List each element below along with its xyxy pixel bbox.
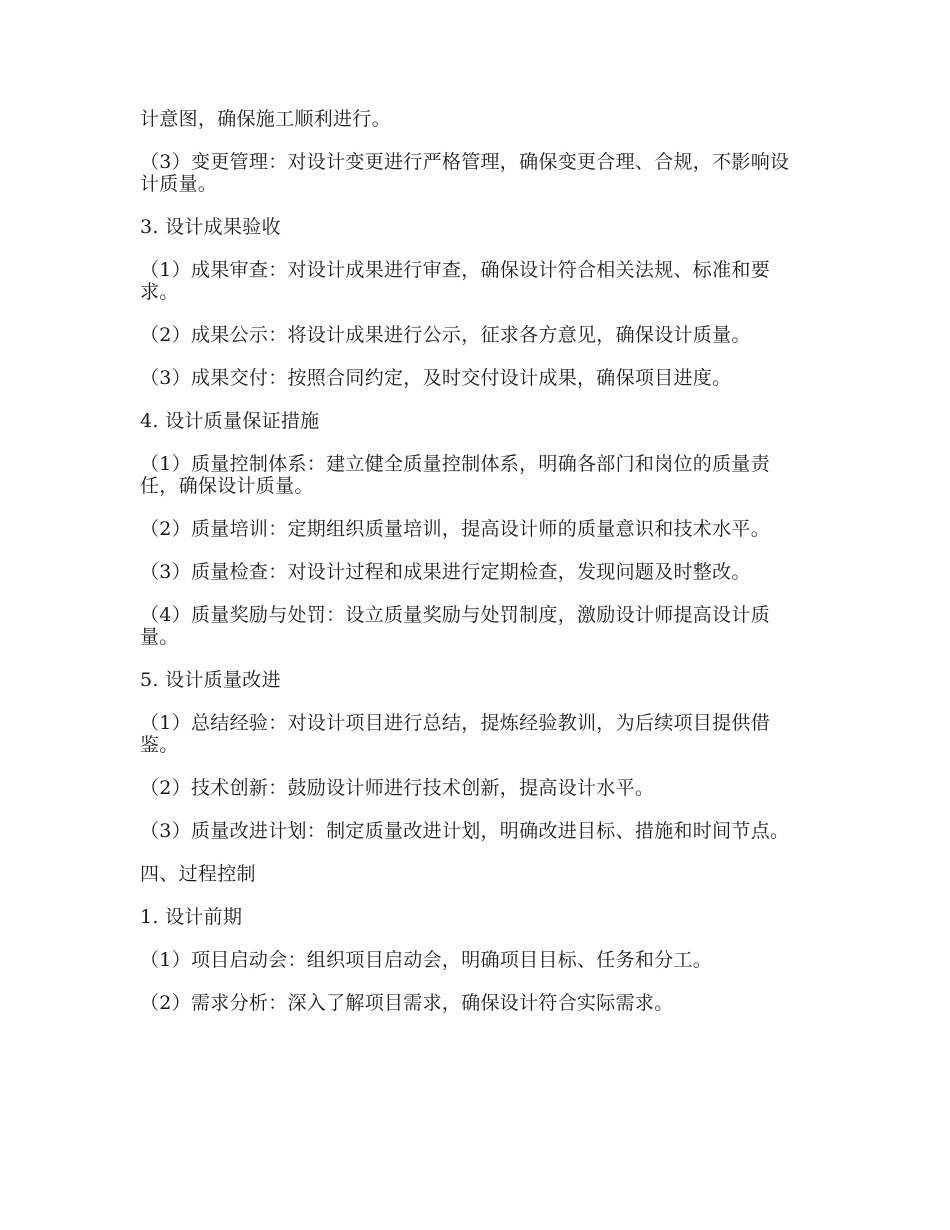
paragraph-change-management: （3）变更管理：对设计变更进行严格管理，确保变更合理、合规，不影响设计质量。: [140, 151, 790, 195]
paragraph-summarize-experience: （1）总结经验：对设计项目进行总结，提炼经验教训，为后续项目提供借鉴。: [140, 712, 770, 756]
paragraph-quality-system: （1）质量控制体系：建立健全质量控制体系，明确各部门和岗位的质量责任，确保设计质量。: [140, 453, 770, 497]
paragraph-result-publicity: （2）成果公示：将设计成果进行公示，征求各方意见，确保设计质量。: [140, 324, 751, 346]
paragraph-result-review: （1）成果审查：对设计成果进行审查，确保设计符合相关法规、标准和要求。: [140, 259, 770, 303]
heading-process-control: 四、过程控制: [140, 863, 256, 885]
paragraph-quality-inspection: （3）质量检查：对设计过程和成果进行定期检查，发现问题及时整改。: [140, 561, 751, 583]
paragraph-requirement-analysis: （2）需求分析：深入了解项目需求，确保设计符合实际需求。: [140, 992, 674, 1014]
paragraph-tech-innovation: （2）技术创新：鼓励设计师进行技术创新，提高设计水平。: [140, 777, 655, 799]
heading-quality-assurance: 4. 设计质量保证措施: [140, 410, 320, 432]
paragraph-continuation: 计意图，确保施工顺利进行。: [140, 108, 391, 130]
document-body: [140, 108, 808, 1035]
heading-quality-improvement: 5. 设计质量改进: [140, 669, 281, 691]
paragraph-improvement-plan: （3）质量改进计划：制定质量改进计划，明确改进目标、措施和时间节点。: [140, 820, 790, 842]
paragraph-quality-reward: （4）质量奖励与处罚：设立质量奖励与处罚制度，激励设计师提高设计质量。: [140, 604, 770, 648]
heading-design-acceptance: 3. 设计成果验收: [140, 216, 281, 238]
heading-design-early-stage: 1. 设计前期: [140, 906, 243, 928]
paragraph-result-delivery: （3）成果交付：按照合同约定，及时交付设计成果，确保项目进度。: [140, 367, 732, 389]
paragraph-kickoff-meeting: （1）项目启动会：组织项目启动会，明确项目目标、任务和分工。: [140, 949, 713, 971]
paragraph-quality-training: （2）质量培训：定期组织质量培训，提高设计师的质量意识和技术水平。: [140, 518, 770, 540]
